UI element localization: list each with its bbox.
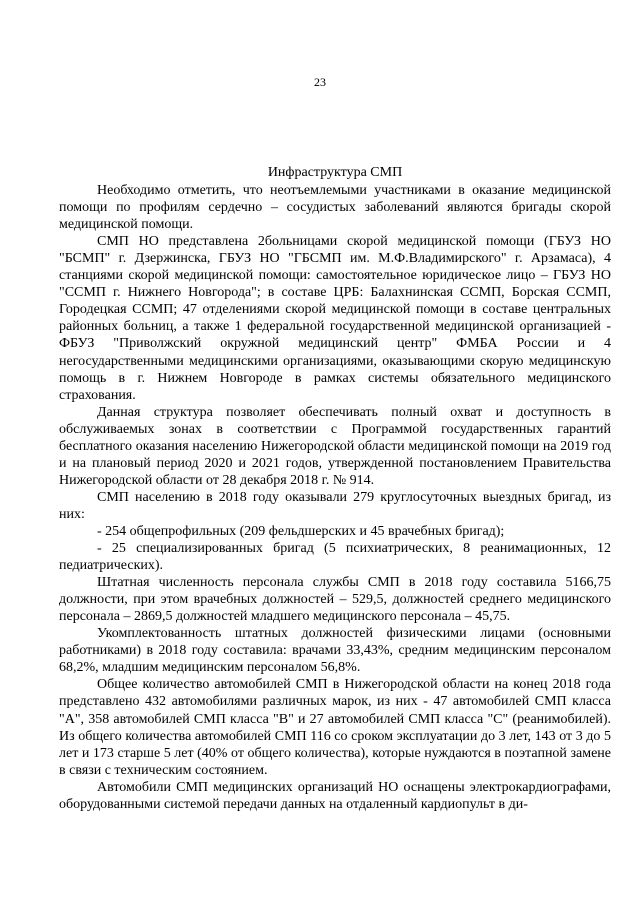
paragraph-staffing-rate: Укомплектованность штатных должностей физическими лицами (основными работниками) в 2018 году составила: врачами 33,43%, средним медицинским персоналом 68,2%, младшим медицинским персоналом 56,8%. [59, 626, 611, 676]
list-item-general-brigades: - 254 общепрофильных (209 фельдшерских и 45 врачебных бригад); [97, 523, 505, 539]
paragraph-coverage: Данная структура позволяет обеспечивать полный охват и доступность в обслуживаемых зонах в соответствии с Программой государственных гарантий бесплатного оказания населению Нижегородской области медицинской помощи на 2019 год и на плановый период 2020 и 2021 годов, утвержденной постановлением Правительства Нижегородской области от 28 декабря 2018 г. № 914. [59, 404, 611, 488]
paragraph-structure: СМП НО представлена 2больницами скорой медицинской помощи (ГБУЗ НО "БСМП" г. Дзержинска, ГБУЗ НО "ГБСМП им. М.Ф.Владимирского" г. Арзамаса), 4 станциями скорой медицинской помощи: самостоятельное юридическое лицо – ГБУЗ НО "ССМП г. Нижнего Новгорода"; в составе ЦРБ: Балахнинская ССМП, Борская ССМП, Городецкая ССМП; 47 отделениями скорой медицинской помощи в составе центральных районных больниц, а также 1 федеральной государственной медицинской организацией - ФБУЗ "Приволжский окружной медицинский центр" ФМБА России и 4 негосударственными медицинскими организациями, оказывающими скорую медицинскую помощь в г. Нижнем Новгороде в рамках системы обязательного медицинского страхования. [59, 234, 611, 403]
document-body [59, 164, 611, 813]
paragraph-ecg-equipment: Автомобили СМП медицинских организаций НО оснащены электрокардиографами, оборудованными системой передачи данных на отдаленный кардиопульт в ди- [59, 779, 611, 812]
page-number: 23 [314, 75, 326, 89]
paragraph-staffing: Штатная численность персонала службы СМП в 2018 году составила 5166,75 должности, при этом врачебных должностей – 529,5, должностей среднего медицинского персонала – 2869,5 должностей младшего медицинского персонала – 45,75. [59, 575, 611, 625]
paragraph-vehicles: Общее количество автомобилей СМП в Нижегородской области на конец 2018 года представлено 432 автомобилями различных марок, из них - 47 автомобилей СМП класса "А", 358 автомобилей СМП класса "В" и 27 автомобилей СМП класса "С" (реанимобилей). Из общего количества автомобилей СМП 116 со сроком эксплуатации до 3 лет, 143 от 3 до 5 лет и 173 старше 5 лет (40% от общего количества), которые нуждаются в поэтапной замене в связи с техническим состоянием. [59, 677, 611, 778]
list-item-specialized-brigades: - 25 специализированных бригад (5 психиатрических, 8 реанимационных, 12 педиатрических). [59, 541, 611, 574]
section-heading: Инфраструктура СМП [267, 165, 403, 180]
paragraph-intro: Необходимо отметить, что неотъемлемыми участниками в оказание медицинской помощи по профилям сердечно – сосудистых заболеваний являются бригады скорой медицинской помощи. [59, 183, 611, 233]
paragraph-brigades: СМП населению в 2018 году оказывали 279 круглосуточных выездных бригад, из них: [59, 489, 611, 522]
